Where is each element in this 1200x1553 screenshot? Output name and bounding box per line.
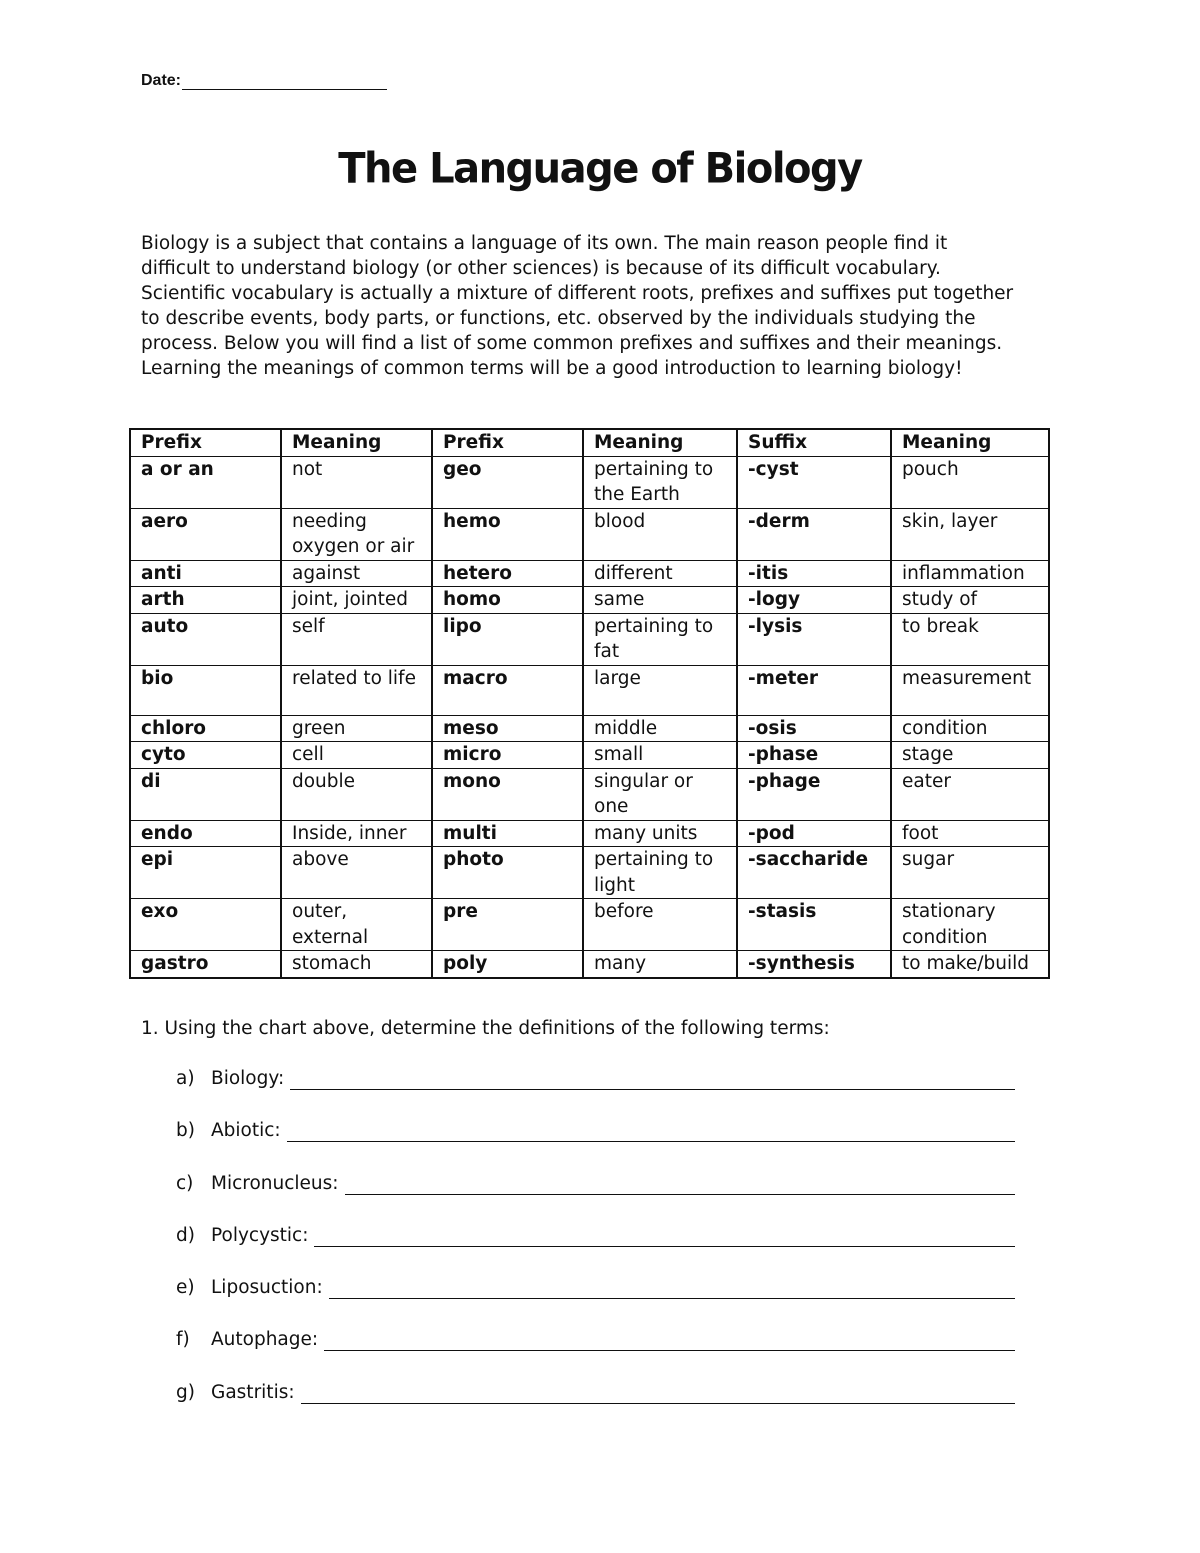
table-row bbox=[130, 899, 1049, 951]
date-field bbox=[141, 72, 387, 90]
table-cell-meaning: middle bbox=[583, 715, 737, 742]
question-term: Gastritis: bbox=[211, 1381, 295, 1403]
table-row bbox=[130, 742, 1049, 769]
question-letter: d) bbox=[176, 1224, 195, 1246]
column-header: Meaning bbox=[583, 429, 737, 456]
table-cell-term: gastro bbox=[130, 951, 281, 978]
table-cell-term: photo bbox=[432, 847, 583, 899]
table-cell-meaning: same bbox=[583, 587, 737, 614]
table-cell-meaning: cell bbox=[281, 742, 432, 769]
table-cell-term: geo bbox=[432, 456, 583, 508]
table-cell-meaning: inflammation bbox=[891, 560, 1049, 587]
table-cell-meaning: singular or one bbox=[583, 768, 737, 820]
answer-blank-line[interactable] bbox=[290, 1068, 1015, 1090]
vocabulary-table bbox=[129, 428, 1050, 979]
table-cell-term: poly bbox=[432, 951, 583, 978]
table-cell-term: -stasis bbox=[737, 899, 891, 951]
table-cell-meaning: sugar bbox=[891, 847, 1049, 899]
table-row bbox=[130, 820, 1049, 847]
table-cell-meaning: many units bbox=[583, 820, 737, 847]
table-cell-meaning: self bbox=[281, 613, 432, 665]
answer-blank-line[interactable] bbox=[287, 1120, 1015, 1142]
table-cell-term: multi bbox=[432, 820, 583, 847]
question-letter: f) bbox=[176, 1329, 190, 1351]
question-prompt: 1. Using the chart above, determine the definitions of the following terms: bbox=[141, 1018, 830, 1039]
table-cell-meaning: joint, jointed bbox=[281, 587, 432, 614]
table-row bbox=[130, 456, 1049, 508]
table-cell-meaning: outer, external bbox=[281, 899, 432, 951]
table-cell-meaning: against bbox=[281, 560, 432, 587]
table-cell-term: -meter bbox=[737, 665, 891, 715]
table-cell-term: hemo bbox=[432, 508, 583, 560]
table-cell-term: arth bbox=[130, 587, 281, 614]
table-cell-term: pre bbox=[432, 899, 583, 951]
table-cell-term: micro bbox=[432, 742, 583, 769]
table-cell-meaning: pouch bbox=[891, 456, 1049, 508]
table-cell-term: -itis bbox=[737, 560, 891, 587]
question-item bbox=[176, 1225, 1036, 1277]
table-cell-meaning: small bbox=[583, 742, 737, 769]
table-cell-term: di bbox=[130, 768, 281, 820]
question-list bbox=[176, 1068, 1036, 1434]
table-row bbox=[130, 951, 1049, 978]
table-cell-term: cyto bbox=[130, 742, 281, 769]
answer-blank-line[interactable] bbox=[314, 1225, 1015, 1247]
table-cell-meaning: many bbox=[583, 951, 737, 978]
question-term: Abiotic: bbox=[211, 1120, 281, 1142]
table-cell-meaning: foot bbox=[891, 820, 1049, 847]
table-cell-term: endo bbox=[130, 820, 281, 847]
question-item bbox=[176, 1277, 1036, 1329]
table-cell-meaning: large bbox=[583, 665, 737, 715]
table-cell-term: bio bbox=[130, 665, 281, 715]
answer-blank-line[interactable] bbox=[329, 1277, 1015, 1299]
table-cell-meaning: different bbox=[583, 560, 737, 587]
table-cell-term: anti bbox=[130, 560, 281, 587]
date-label: Date: bbox=[141, 72, 182, 89]
table-cell-term: -derm bbox=[737, 508, 891, 560]
table-cell-meaning: double bbox=[281, 768, 432, 820]
table-row bbox=[130, 560, 1049, 587]
table-cell-term: -lysis bbox=[737, 613, 891, 665]
answer-blank-line[interactable] bbox=[301, 1382, 1015, 1404]
table-cell-meaning: eater bbox=[891, 768, 1049, 820]
table-cell-meaning: study of bbox=[891, 587, 1049, 614]
table-cell-meaning: stomach bbox=[281, 951, 432, 978]
table-cell-term: meso bbox=[432, 715, 583, 742]
table-cell-meaning: above bbox=[281, 847, 432, 899]
question-item bbox=[176, 1382, 1036, 1434]
table-cell-term: epi bbox=[130, 847, 281, 899]
table-row bbox=[130, 847, 1049, 899]
intro-paragraph: Biology is a subject that contains a language of its own. The main reason people find it difficult to understand biology (or other sciences) is because of its difficult vocabulary. Scientific vocabulary is actually a mixture of different roots, prefixes and suffixes put together to describe events, body parts, or functions, etc. observed by the individuals studying the process. Below you will find a list of some common prefixes and suffixes and their meanings. Learning the meanings of common terms will be a good introduction to learning biology! bbox=[141, 233, 1014, 379]
table-row bbox=[130, 715, 1049, 742]
column-header: Meaning bbox=[281, 429, 432, 456]
table-cell-term: a or an bbox=[130, 456, 281, 508]
table-cell-meaning: pertaining to the Earth bbox=[583, 456, 737, 508]
table-cell-term: hetero bbox=[432, 560, 583, 587]
table-cell-meaning: to break bbox=[891, 613, 1049, 665]
table-cell-meaning: not bbox=[281, 456, 432, 508]
question-item bbox=[176, 1120, 1036, 1172]
question-item bbox=[176, 1173, 1036, 1225]
table-cell-meaning: pertaining to light bbox=[583, 847, 737, 899]
question-letter: e) bbox=[176, 1277, 195, 1299]
table-cell-meaning: needing oxygen or air bbox=[281, 508, 432, 560]
table-cell-term: -saccharide bbox=[737, 847, 891, 899]
table-body bbox=[130, 456, 1049, 978]
column-header: Prefix bbox=[130, 429, 281, 456]
question-term: Biology: bbox=[211, 1068, 285, 1089]
question-term: Polycystic: bbox=[211, 1224, 309, 1246]
question-item bbox=[176, 1329, 1036, 1381]
table-cell-meaning: related to life bbox=[281, 665, 432, 715]
page-title: The Language of Biology bbox=[338, 144, 862, 194]
answer-blank-line[interactable] bbox=[345, 1173, 1015, 1195]
column-header: Meaning bbox=[891, 429, 1049, 456]
table-cell-meaning: skin, layer bbox=[891, 508, 1049, 560]
table-row bbox=[130, 665, 1049, 715]
table-cell-meaning: pertaining to fat bbox=[583, 613, 737, 665]
table-cell-meaning: to make/build bbox=[891, 951, 1049, 978]
table-row bbox=[130, 768, 1049, 820]
table-cell-term: -phase bbox=[737, 742, 891, 769]
question-letter: b) bbox=[176, 1120, 195, 1142]
question-letter: c) bbox=[176, 1172, 194, 1194]
table-cell-term: homo bbox=[432, 587, 583, 614]
answer-blank-line[interactable] bbox=[324, 1329, 1015, 1351]
question-term: Micronucleus: bbox=[211, 1172, 339, 1194]
question-term: Autophage: bbox=[211, 1329, 319, 1351]
column-header: Prefix bbox=[432, 429, 583, 456]
table-cell-term: -logy bbox=[737, 587, 891, 614]
table-cell-meaning: measurement bbox=[891, 665, 1049, 715]
table-cell-meaning: blood bbox=[583, 508, 737, 560]
table-cell-meaning: stage bbox=[891, 742, 1049, 769]
table-row bbox=[130, 508, 1049, 560]
table-cell-term: -synthesis bbox=[737, 951, 891, 978]
table-cell-meaning: before bbox=[583, 899, 737, 951]
table-cell-term: auto bbox=[130, 613, 281, 665]
table-cell-term: aero bbox=[130, 508, 281, 560]
table-cell-term: -cyst bbox=[737, 456, 891, 508]
table-cell-term: -osis bbox=[737, 715, 891, 742]
table-row bbox=[130, 613, 1049, 665]
table-cell-meaning: Inside, inner bbox=[281, 820, 432, 847]
table-cell-term: macro bbox=[432, 665, 583, 715]
question-item bbox=[176, 1068, 1036, 1120]
table-cell-term: mono bbox=[432, 768, 583, 820]
table-header-row bbox=[130, 429, 1049, 456]
question-letter: g) bbox=[176, 1381, 195, 1403]
table-row bbox=[130, 587, 1049, 614]
table-cell-term: exo bbox=[130, 899, 281, 951]
table-cell-term: -pod bbox=[737, 820, 891, 847]
date-blank-line[interactable] bbox=[182, 73, 387, 90]
table-cell-term: -phage bbox=[737, 768, 891, 820]
table-cell-meaning: green bbox=[281, 715, 432, 742]
question-term: Liposuction: bbox=[211, 1277, 323, 1299]
table-cell-meaning: stationary condition bbox=[891, 899, 1049, 951]
table-cell-term: lipo bbox=[432, 613, 583, 665]
table-cell-term: chloro bbox=[130, 715, 281, 742]
column-header: Suffix bbox=[737, 429, 891, 456]
table-cell-meaning: condition bbox=[891, 715, 1049, 742]
question-letter: a) bbox=[176, 1068, 195, 1089]
